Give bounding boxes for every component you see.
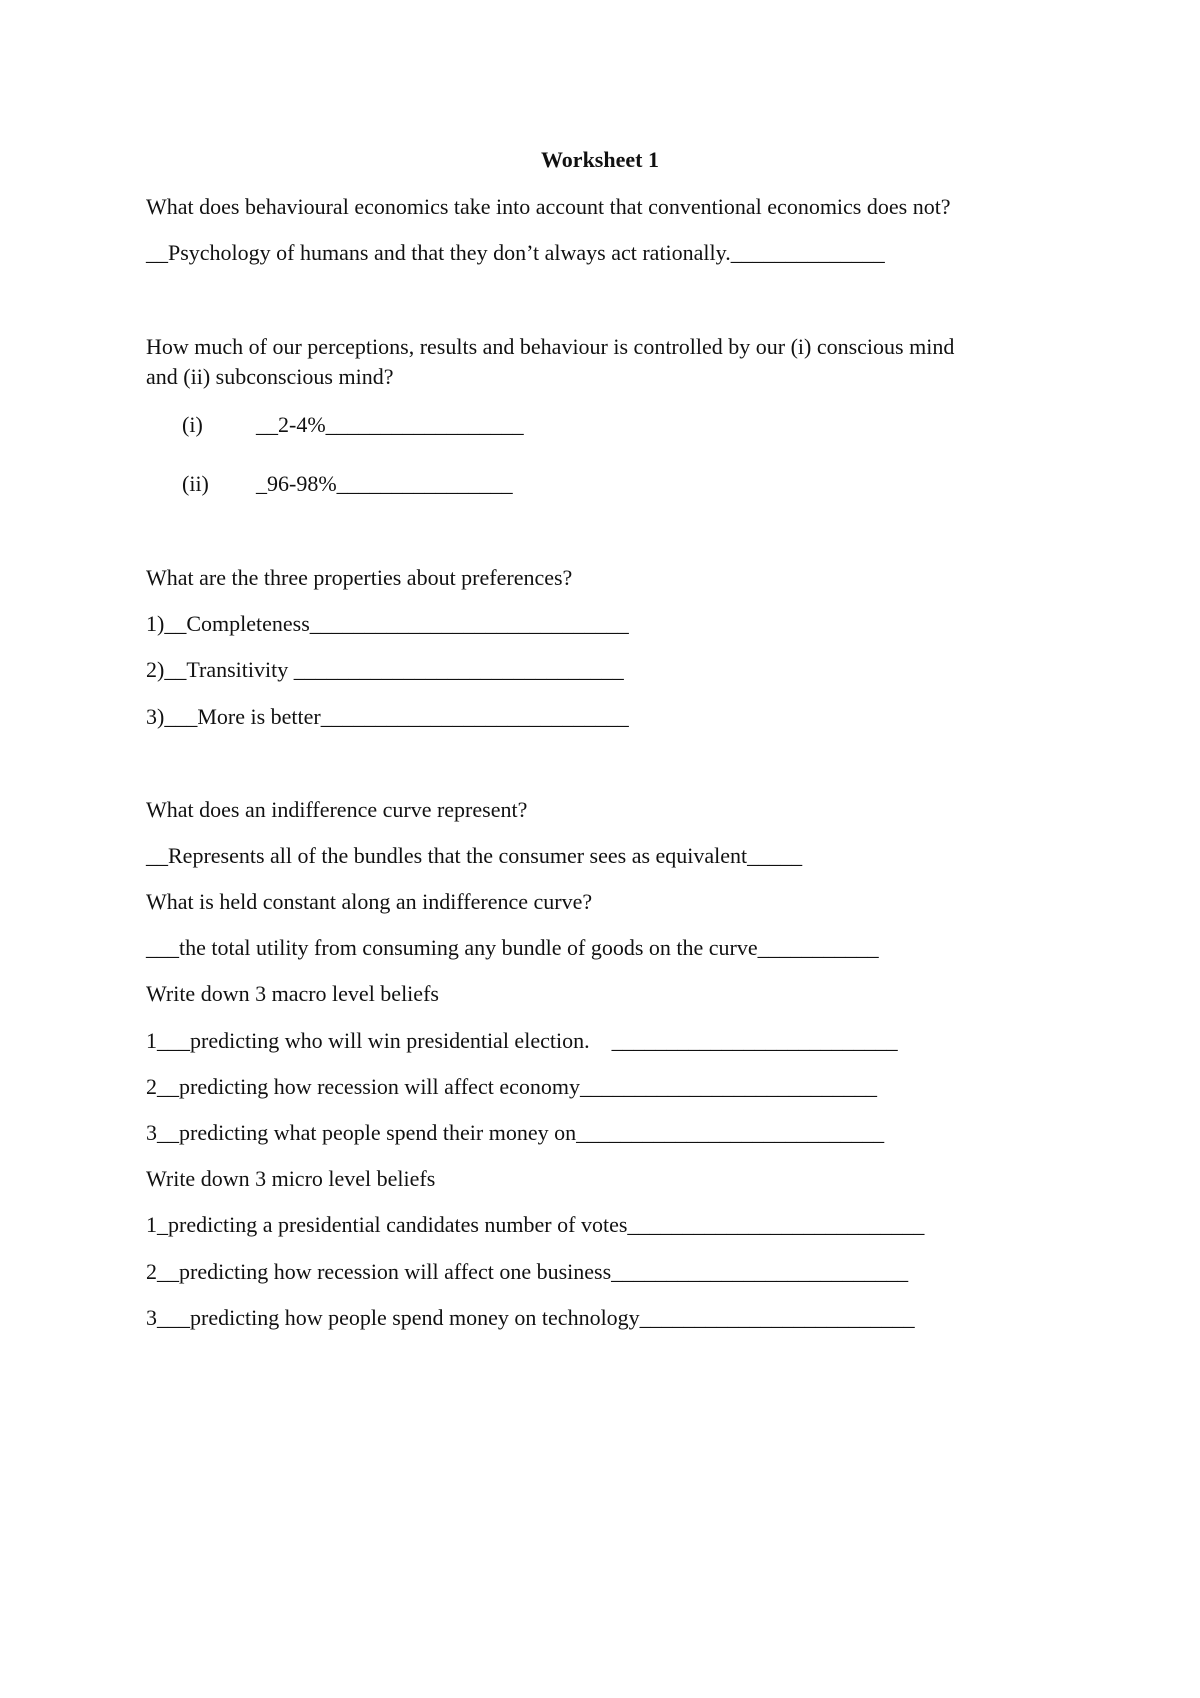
answer-subconscious-mind: _96-98%________________ (256, 471, 513, 496)
question-micro-beliefs: Write down 3 micro level beliefs (146, 1166, 436, 1191)
answer-property-2: 2)__Transitivity ______________________________ (146, 657, 624, 682)
question-behavioural-economics: What does behavioural economics take into account that conventional economics does not? (146, 194, 951, 219)
answer-macro-belief-2: 2__predicting how recession will affect economy___________________________ (146, 1074, 877, 1099)
item-label-ii: (ii) (182, 471, 209, 496)
item-label-i: (i) (182, 412, 203, 437)
answer-micro-belief-2: 2__predicting how recession will affect one business___________________________ (146, 1259, 909, 1284)
answer-held-constant: ___the total utility from consuming any bundle of goods on the curve___________ (146, 935, 879, 960)
answer-macro-belief-3: 3__predicting what people spend their money on____________________________ (146, 1120, 885, 1145)
question-conscious-mind-line1: How much of our perceptions, results and behaviour is controlled by our (i) conscious mind (146, 334, 955, 359)
question-conscious-mind-line2: and (ii) subconscious mind? (146, 364, 394, 389)
answer-property-3: 3)___More is better____________________________ (146, 704, 629, 729)
answer-macro-belief-1: 1___predicting who will win presidential election. __________________________ (146, 1028, 898, 1053)
answer-behavioural-economics: __Psychology of humans and that they don’t always act rationally.______________ (146, 240, 885, 265)
answer-property-1: 1)__Completeness_____________________________ (146, 611, 629, 636)
question-preference-properties: What are the three properties about preferences? (146, 565, 573, 590)
answer-conscious-mind: __2-4%__________________ (256, 412, 524, 437)
question-indifference-curve: What does an indifference curve represent? (146, 797, 528, 822)
answer-micro-belief-3: 3___predicting how people spend money on technology_________________________ (146, 1305, 915, 1330)
question-held-constant: What is held constant along an indifference curve? (146, 889, 593, 914)
answer-micro-belief-1: 1_predicting a presidential candidates number of votes___________________________ (146, 1212, 925, 1237)
question-macro-beliefs: Write down 3 macro level beliefs (146, 981, 439, 1006)
page-title: Worksheet 1 (541, 147, 659, 172)
answer-indifference-curve: __Represents all of the bundles that the consumer sees as equivalent_____ (146, 843, 803, 868)
